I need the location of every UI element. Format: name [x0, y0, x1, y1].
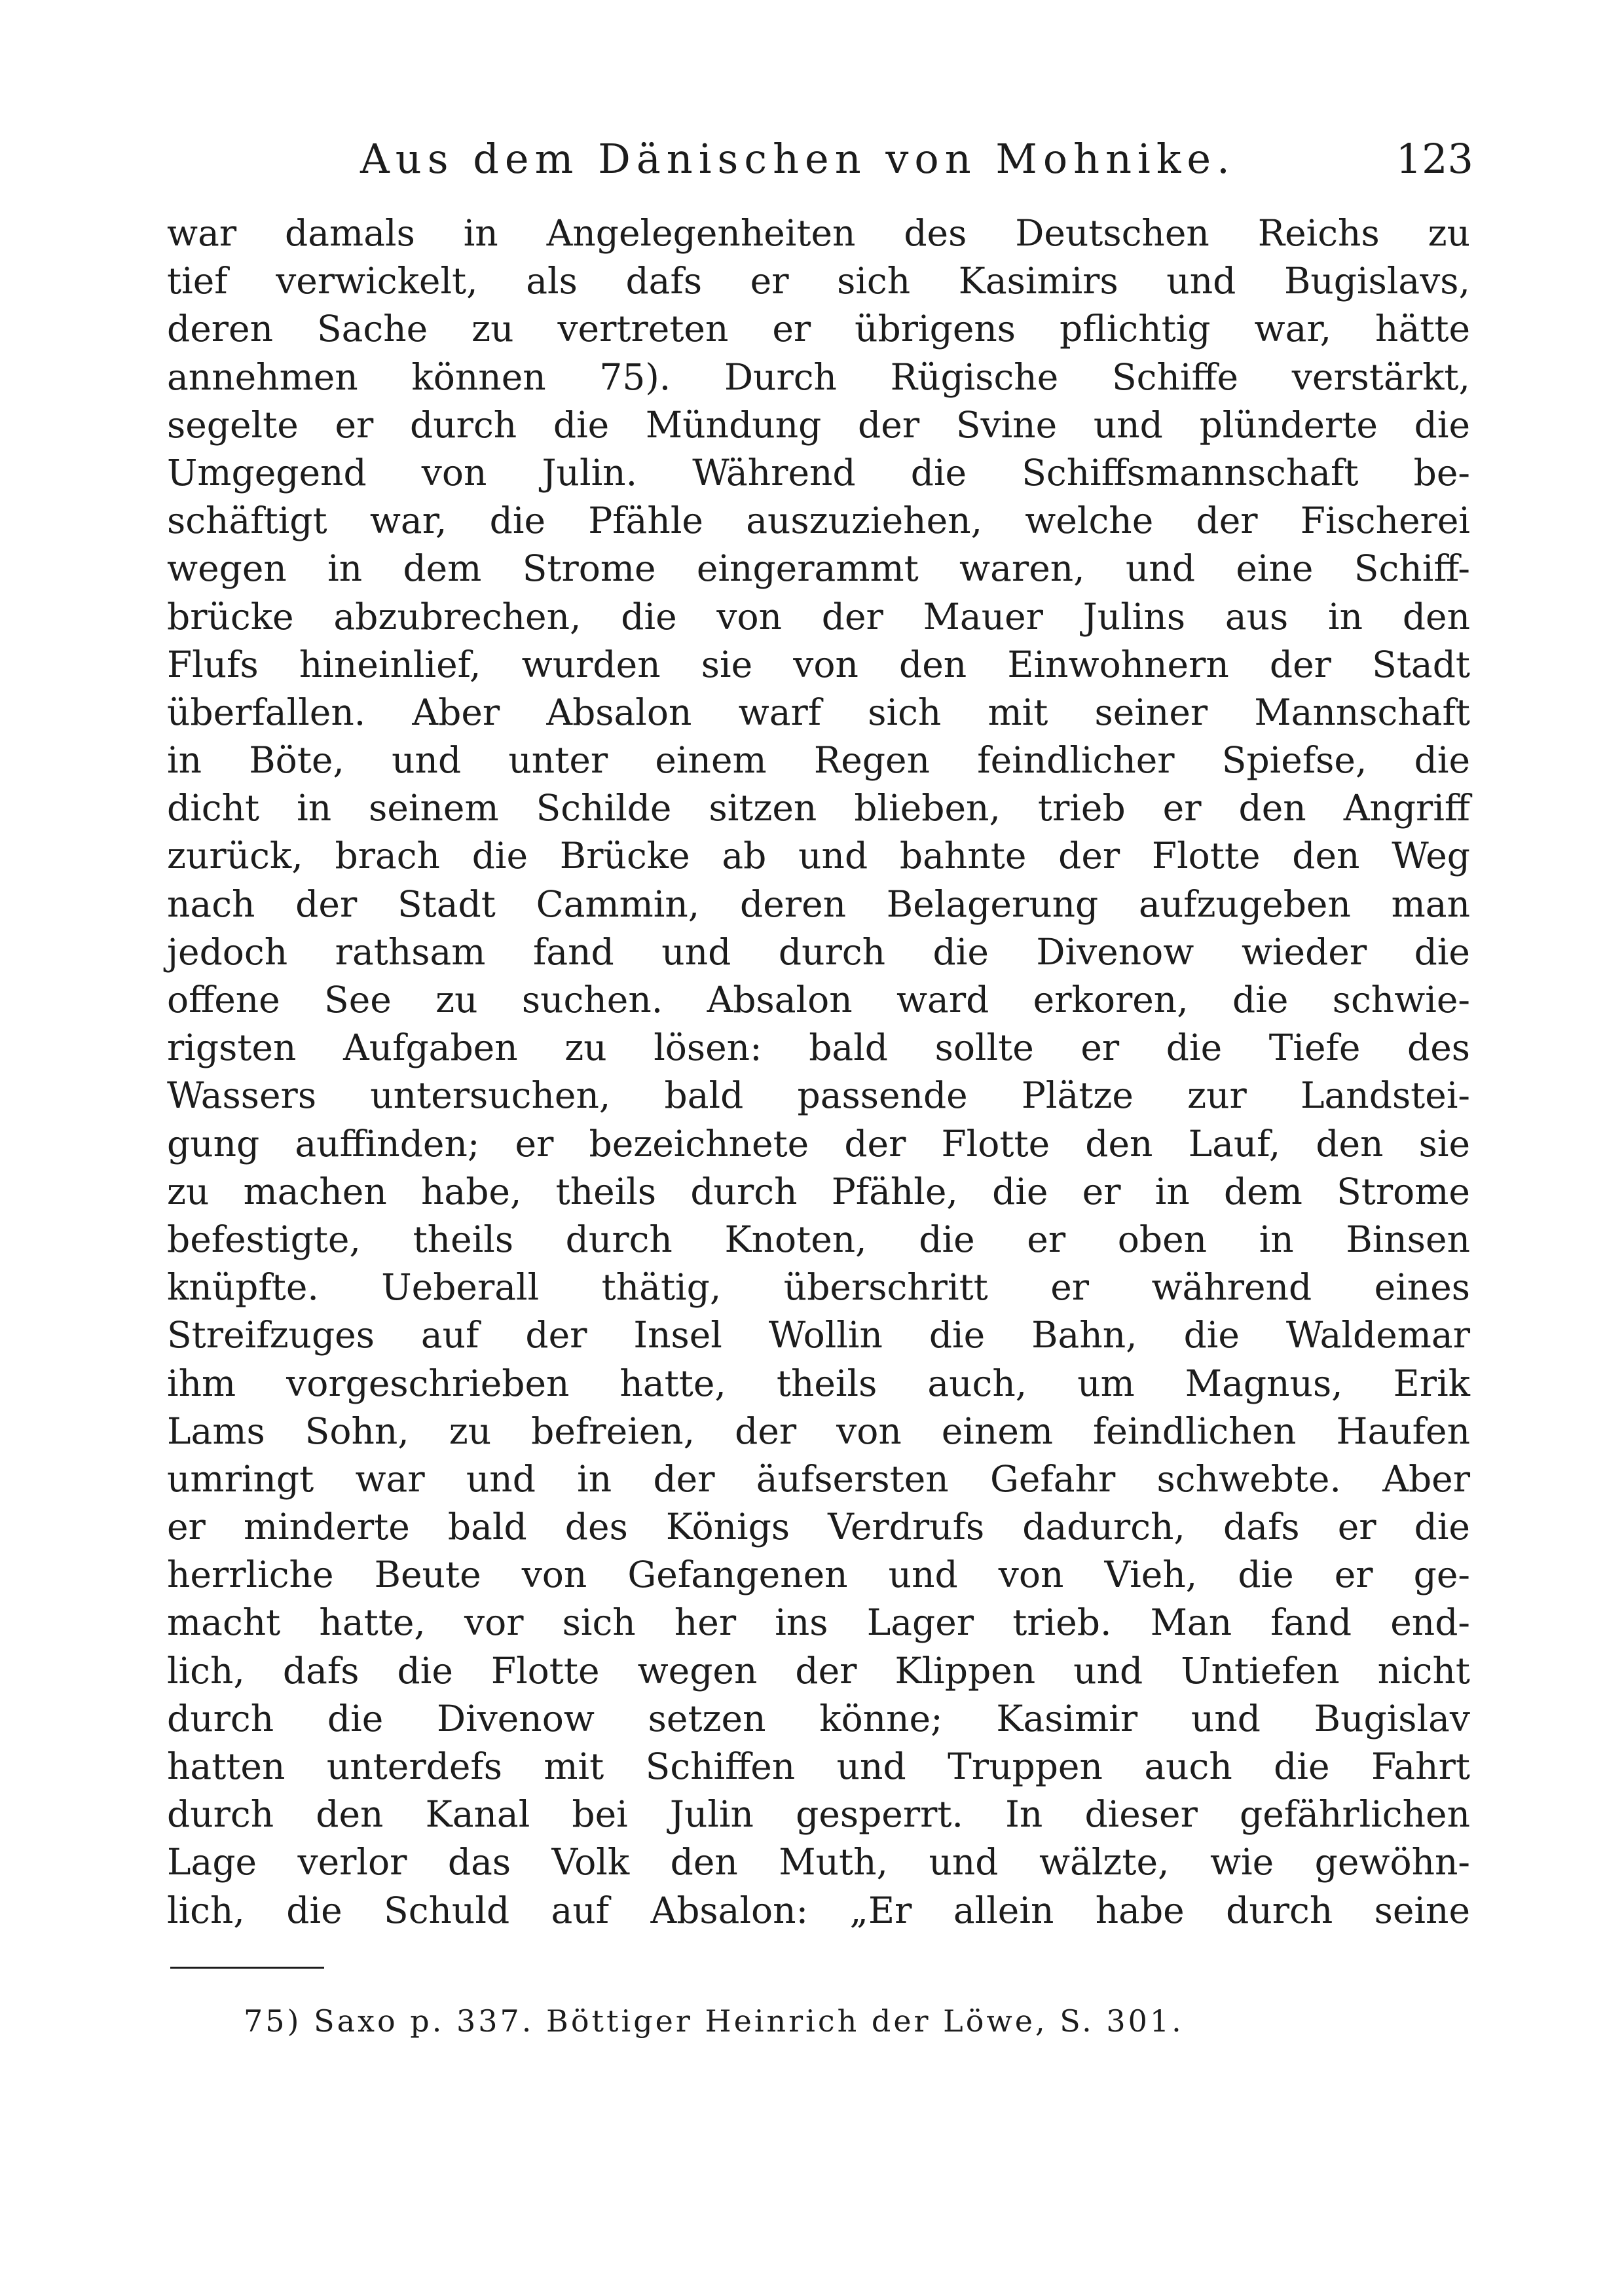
text-line: jedoch rathsam fand und durch die Divenow wieder die	[167, 930, 1470, 973]
text-line: dicht in seinem Schilde sitzen blieben, trieb er den Angriff	[167, 787, 1470, 829]
text-line: knüpfte. Ueberall thätig, überschritt er während eines	[167, 1266, 1470, 1309]
running-title: Aus dem Dänischen von Mohnike.	[360, 135, 1236, 183]
text-line: umringt war und in der äufsersten Gefahr schwebte. Aber	[167, 1457, 1470, 1500]
text-line: Wassers untersuchen, bald passende Plätze zur Landstei-	[167, 1074, 1470, 1117]
text-line: war damals in Angelegenheiten des Deutschen Reichs zu	[167, 212, 1470, 254]
text-line: schäftigt war, die Pfähle auszuziehen, welche der Fischerei	[167, 500, 1470, 542]
text-line: wegen in dem Strome eingerammt waren, und eine Schiff-	[167, 547, 1470, 590]
text-line: ihm vorgeschrieben hatte, theils auch, um Magnus, Erik	[167, 1362, 1470, 1404]
page-number: 123	[1395, 135, 1473, 183]
text-line: lich, die Schuld auf Absalon: „Er allein habe durch seine	[167, 1889, 1470, 1931]
text-line: durch den Kanal bei Julin gesperrt. In dieser gefährlichen	[167, 1793, 1470, 1836]
text-line: Flufs hineinlief, wurden sie von den Einwohnern der Stadt	[167, 643, 1470, 685]
text-line: Lage verlor das Volk den Muth, und wälzte, wie gewöhn-	[167, 1841, 1470, 1884]
text-line: Streifzuges auf der Insel Wollin die Bahn, die Waldemar	[167, 1314, 1470, 1357]
text-line: tief verwickelt, als dafs er sich Kasimirs und Bugislavs,	[167, 260, 1470, 302]
text-line: zu machen habe, theils durch Pfähle, die er in dem Strome	[167, 1170, 1470, 1212]
text-line: nach der Stadt Cammin, deren Belagerung aufzugeben man	[167, 883, 1470, 925]
text-line: brücke abzubrechen, die von der Mauer Julins aus in den	[167, 595, 1470, 638]
text-line: befestigte, theils durch Knoten, die er oben in Binsen	[167, 1218, 1470, 1260]
text-line: durch die Divenow setzen könne; Kasimir und Bugislav	[167, 1697, 1470, 1740]
text-line: Umgegend von Julin. Während die Schiffsmannschaft be-	[167, 451, 1470, 494]
text-line: macht hatte, vor sich her ins Lager trieb. Man fand end-	[167, 1601, 1470, 1644]
text-line: in Böte, und unter einem Regen feindlicher Spiefse, die	[167, 739, 1470, 782]
text-line: rigsten Aufgaben zu lösen: bald sollte er die Tiefe des	[167, 1027, 1470, 1069]
text-line: er minderte bald des Königs Verdrufs dadurch, dafs er die	[167, 1506, 1470, 1548]
footnote: 75) Saxo p. 337. Böttiger Heinrich der Löwe, S. 301.	[244, 2003, 1184, 2039]
text-line: deren Sache zu vertreten er übrigens pflichtig war, hätte	[167, 308, 1470, 350]
running-header	[164, 135, 1473, 187]
text-line: segelte er durch die Mündung der Svine und plünderte die	[167, 403, 1470, 446]
text-line: zurück, brach die Brücke ab und bahnte der Flotte den Weg	[167, 835, 1470, 877]
text-line: herrliche Beute von Gefangenen und von Vieh, die er ge-	[167, 1554, 1470, 1596]
text-line: lich, dafs die Flotte wegen der Klippen und Untiefen nicht	[167, 1649, 1470, 1692]
text-line: offene See zu suchen. Absalon ward erkoren, die schwie-	[167, 979, 1470, 1021]
text-line: hatten unterdefs mit Schiffen und Truppen auch die Fahrt	[167, 1745, 1470, 1787]
text-line: überfallen. Aber Absalon warf sich mit seiner Mannschaft	[167, 691, 1470, 733]
body-text	[167, 210, 1470, 1935]
footnote-rule	[170, 1967, 324, 1969]
text-line: gung auffinden; er bezeichnete der Flotte den Lauf, den sie	[167, 1122, 1470, 1165]
text-line: annehmen können 75). Durch Rügische Schiffe verstärkt,	[167, 355, 1470, 398]
text-line: Lams Sohn, zu befreien, der von einem feindlichen Haufen	[167, 1410, 1470, 1452]
